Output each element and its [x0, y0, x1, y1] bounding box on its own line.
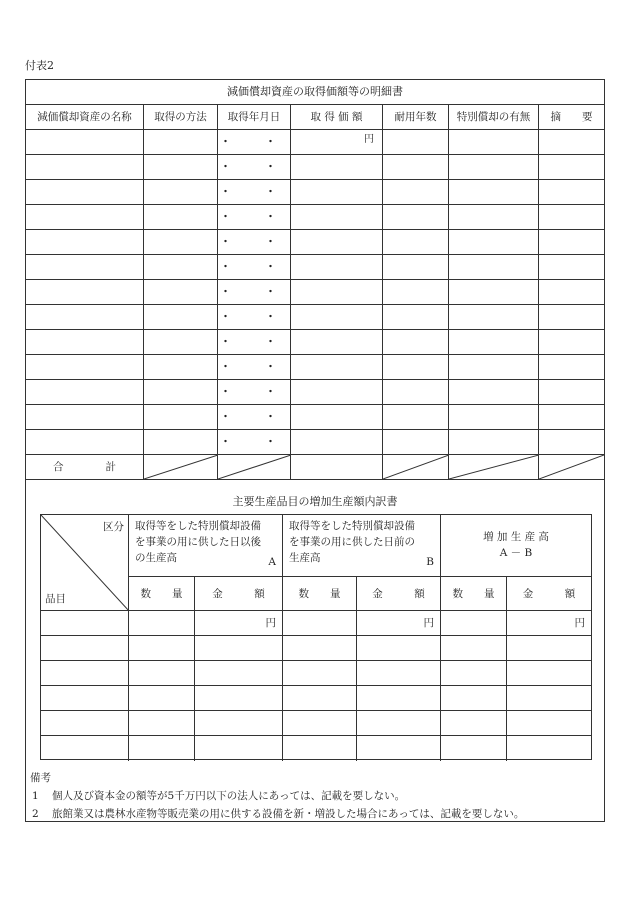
acquisition-method-cell	[144, 305, 218, 330]
acquisition-cost-cell	[291, 255, 383, 280]
acquisition-date-cell	[218, 155, 291, 180]
production-value-cell	[357, 711, 441, 736]
useful-life-cell	[383, 155, 449, 180]
useful-life-cell	[383, 430, 449, 455]
special-depreciation-cell	[449, 205, 539, 230]
product-item-cell	[41, 661, 129, 686]
acquisition-date-cell	[218, 130, 291, 155]
header-asset-name: 減価償却資産の名称	[26, 105, 144, 130]
date-placeholder: ・ ・	[220, 236, 288, 248]
production-value-cell	[357, 686, 441, 711]
table-row	[26, 155, 604, 180]
production-value-cell	[129, 611, 195, 636]
acquisition-method-cell	[144, 380, 218, 405]
production-value-cell	[283, 611, 357, 636]
acquisition-cost-cell	[291, 430, 383, 455]
production-value-cell	[441, 661, 507, 686]
acquisition-cost-total-cell	[291, 455, 383, 480]
acquisition-cost-cell	[291, 155, 383, 180]
table-row	[26, 330, 604, 355]
useful-life-cell	[383, 355, 449, 380]
table-row	[26, 230, 604, 255]
corner-label-item: 品目	[45, 593, 66, 605]
acquisition-cost-cell	[291, 330, 383, 355]
remarks-cell	[539, 205, 604, 230]
table-header-row	[26, 105, 604, 130]
special-depreciation-cell	[449, 230, 539, 255]
slash-mark	[218, 455, 291, 480]
production-value-cell	[195, 611, 283, 636]
subheader-amount: 金 額	[507, 577, 591, 611]
special-depreciation-cell	[449, 130, 539, 155]
header-acquisition-method: 取得の方法	[144, 105, 218, 130]
table-row	[26, 430, 604, 455]
production-value-cell	[129, 736, 195, 761]
remarks-cell	[539, 330, 604, 355]
production-value-cell	[507, 686, 591, 711]
production-value-cell	[357, 736, 441, 761]
special-depreciation-cell	[449, 305, 539, 330]
special-depreciation-cell	[449, 380, 539, 405]
note-number: 2	[32, 808, 39, 820]
slash-mark	[383, 455, 449, 480]
subheader-amount: 金 額	[357, 577, 441, 611]
acquisition-cost-cell	[291, 205, 383, 230]
form-reference-label: 付表2	[25, 59, 54, 72]
slash-mark	[144, 455, 218, 480]
acquisition-date-cell	[218, 205, 291, 230]
yen-unit: 円	[423, 617, 434, 629]
yen-unit: 円	[265, 617, 276, 629]
acquisition-date-cell	[218, 180, 291, 205]
corner-cell	[41, 515, 129, 611]
remarks-cell	[539, 180, 604, 205]
acquisition-cost-cell	[291, 180, 383, 205]
group-c-line-2: A － B	[499, 547, 533, 559]
production-increase-table	[40, 514, 592, 760]
useful-life-cell	[383, 280, 449, 305]
group-c-line-1: 増 加 生 産 高	[483, 531, 549, 543]
slash-mark	[449, 455, 539, 480]
special-depreciation-cell	[449, 255, 539, 280]
group-a-line-1: 取得等をした特別償却設備	[135, 520, 261, 532]
production-value-cell	[283, 736, 357, 761]
table-row	[26, 355, 604, 380]
date-placeholder: ・ ・	[220, 186, 288, 198]
group-b-line-3: 生産高	[289, 552, 321, 564]
production-value-cell	[283, 636, 357, 661]
subheader-qty: 数 量	[283, 577, 357, 611]
asset-name-cell	[26, 280, 144, 305]
production-value-cell	[507, 611, 591, 636]
special-depreciation-cell	[449, 155, 539, 180]
group-a-line-3: の生産高	[135, 552, 177, 564]
production-value-cell	[357, 636, 441, 661]
acquisition-method-total-cell	[144, 455, 218, 480]
acquisition-date-cell	[218, 230, 291, 255]
product-item-cell	[41, 686, 129, 711]
group-a-letter: A	[268, 556, 276, 568]
acquisition-method-cell	[144, 255, 218, 280]
product-item-cell	[41, 736, 129, 761]
remarks-cell	[539, 355, 604, 380]
asset-name-cell	[26, 380, 144, 405]
acquisition-method-cell	[144, 355, 218, 380]
date-placeholder: ・ ・	[220, 386, 288, 398]
header-group-b	[283, 515, 441, 577]
acquisition-cost-cell	[291, 380, 383, 405]
acquisition-date-cell	[218, 255, 291, 280]
note-item-2	[32, 806, 524, 821]
acquisition-cost-cell	[291, 405, 383, 430]
subheader-qty: 数 量	[129, 577, 195, 611]
header-special-depreciation: 特別償却の有無	[449, 105, 539, 130]
useful-life-cell	[383, 405, 449, 430]
header-useful-life: 耐用年数	[383, 105, 449, 130]
production-value-cell	[507, 636, 591, 661]
production-value-cell	[441, 636, 507, 661]
group-a-line-2: を事業の用に供した日以後	[135, 536, 261, 548]
useful-life-cell	[383, 305, 449, 330]
header-group-c	[441, 515, 591, 577]
acquisition-date-cell	[218, 430, 291, 455]
note-item-1	[32, 788, 405, 803]
asset-name-cell	[26, 330, 144, 355]
note-text: 個人及び資本金の額等が5千万円以下の法人にあっては、記載を要しない。	[52, 790, 406, 802]
corner-label-category: 区分	[103, 521, 124, 533]
table-row	[26, 280, 604, 305]
production-value-cell	[441, 711, 507, 736]
total-label: 合 計	[26, 455, 144, 480]
production-value-cell	[441, 736, 507, 761]
table-row	[26, 205, 604, 230]
special-depreciation-cell	[449, 430, 539, 455]
special-depreciation-cell	[449, 405, 539, 430]
asset-name-cell	[26, 205, 144, 230]
date-placeholder: ・ ・	[220, 411, 288, 423]
useful-life-cell	[383, 380, 449, 405]
remarks-cell	[539, 130, 604, 155]
group-b-letter: B	[426, 556, 434, 568]
acquisition-method-cell	[144, 430, 218, 455]
production-value-cell	[195, 661, 283, 686]
remarks-total-cell	[539, 455, 604, 480]
acquisition-date-cell	[218, 330, 291, 355]
notes-heading: 備考	[30, 772, 51, 784]
useful-life-cell	[383, 330, 449, 355]
date-placeholder: ・ ・	[220, 336, 288, 348]
asset-name-cell	[26, 355, 144, 380]
production-value-cell	[441, 686, 507, 711]
remarks-cell	[539, 155, 604, 180]
remarks-cell	[539, 255, 604, 280]
acquisition-method-cell	[144, 180, 218, 205]
header-acquisition-date: 取得年月日	[218, 105, 291, 130]
remarks-cell	[539, 280, 604, 305]
useful-life-cell	[383, 255, 449, 280]
production-value-cell	[129, 636, 195, 661]
slash-mark	[539, 455, 604, 480]
table-row	[26, 380, 604, 405]
acquisition-date-cell	[218, 405, 291, 430]
acquisition-date-cell	[218, 280, 291, 305]
production-value-cell	[357, 661, 441, 686]
production-value-cell	[129, 711, 195, 736]
date-placeholder: ・ ・	[220, 211, 288, 223]
subheader-amount: 金 額	[195, 577, 283, 611]
header-group-a	[129, 515, 283, 577]
asset-name-cell	[26, 255, 144, 280]
remarks-cell	[539, 380, 604, 405]
remarks-cell	[539, 405, 604, 430]
date-placeholder: ・ ・	[220, 286, 288, 298]
asset-name-cell	[26, 230, 144, 255]
production-value-cell	[195, 686, 283, 711]
production-value-cell	[195, 636, 283, 661]
asset-name-cell	[26, 180, 144, 205]
acquisition-cost-cell	[291, 280, 383, 305]
product-item-cell	[41, 611, 129, 636]
production-value-cell	[507, 736, 591, 761]
table-row	[26, 130, 604, 155]
note-number: 1	[32, 790, 39, 802]
group-b-line-1: 取得等をした特別償却設備	[289, 520, 415, 532]
product-item-cell	[41, 636, 129, 661]
remarks-cell	[539, 230, 604, 255]
asset-name-cell	[26, 405, 144, 430]
product-item-cell	[41, 711, 129, 736]
header-remarks: 摘 要	[539, 105, 604, 130]
special-depreciation-cell	[449, 355, 539, 380]
acquisition-date-total-cell	[218, 455, 291, 480]
table-row	[26, 305, 604, 330]
group-b-line-2: を事業の用に供した日前の	[289, 536, 415, 548]
special-depreciation-cell	[449, 180, 539, 205]
form-frame	[25, 79, 605, 822]
acquisition-cost-cell	[291, 130, 383, 155]
note-text: 旅館業又は農林水産物等販売業の用に供する設備を新・増設した場合にあっては、記載を要しない。	[52, 808, 525, 820]
acquisition-method-cell	[144, 130, 218, 155]
production-value-cell	[283, 711, 357, 736]
special-depreciation-cell	[449, 280, 539, 305]
table-row	[26, 405, 604, 430]
production-value-cell	[507, 661, 591, 686]
production-value-cell	[129, 686, 195, 711]
useful-life-cell	[383, 230, 449, 255]
date-placeholder: ・ ・	[220, 136, 288, 148]
useful-life-cell	[383, 180, 449, 205]
acquisition-date-cell	[218, 305, 291, 330]
table-row	[26, 180, 604, 205]
production-value-cell	[507, 711, 591, 736]
acquisition-method-cell	[144, 280, 218, 305]
asset-name-cell	[26, 305, 144, 330]
yen-unit: 円	[574, 617, 585, 629]
date-placeholder: ・ ・	[220, 311, 288, 323]
acquisition-method-cell	[144, 330, 218, 355]
date-placeholder: ・ ・	[220, 361, 288, 373]
remarks-cell	[539, 430, 604, 455]
production-table-title: 主要生産品目の増加生産額内訳書	[232, 495, 398, 508]
special-depreciation-cell	[449, 330, 539, 355]
useful-life-cell	[383, 130, 449, 155]
asset-name-cell	[26, 155, 144, 180]
remarks-cell	[539, 305, 604, 330]
production-value-cell	[283, 661, 357, 686]
acquisition-date-cell	[218, 355, 291, 380]
production-value-cell	[441, 611, 507, 636]
asset-table-title: 減価償却資産の取得価額等の明細書	[26, 80, 604, 105]
acquisition-cost-cell	[291, 355, 383, 380]
asset-name-cell	[26, 430, 144, 455]
date-placeholder: ・ ・	[220, 161, 288, 173]
subheader-qty: 数 量	[441, 577, 507, 611]
acquisition-date-cell	[218, 380, 291, 405]
useful-life-total-cell	[383, 455, 449, 480]
acquisition-cost-cell	[291, 230, 383, 255]
acquisition-method-cell	[144, 405, 218, 430]
yen-unit: 円	[364, 134, 374, 145]
table-row	[26, 255, 604, 280]
special-depreciation-total-cell	[449, 455, 539, 480]
production-value-cell	[357, 611, 441, 636]
production-value-cell	[283, 686, 357, 711]
acquisition-cost-cell	[291, 305, 383, 330]
production-value-cell	[195, 711, 283, 736]
production-value-cell	[195, 736, 283, 761]
useful-life-cell	[383, 205, 449, 230]
header-acquisition-cost: 取 得 価 額	[291, 105, 383, 130]
acquisition-method-cell	[144, 230, 218, 255]
production-value-cell	[129, 661, 195, 686]
date-placeholder: ・ ・	[220, 261, 288, 273]
acquisition-method-cell	[144, 155, 218, 180]
total-row	[26, 455, 604, 480]
asset-name-cell	[26, 130, 144, 155]
date-placeholder: ・ ・	[220, 436, 288, 448]
acquisition-method-cell	[144, 205, 218, 230]
